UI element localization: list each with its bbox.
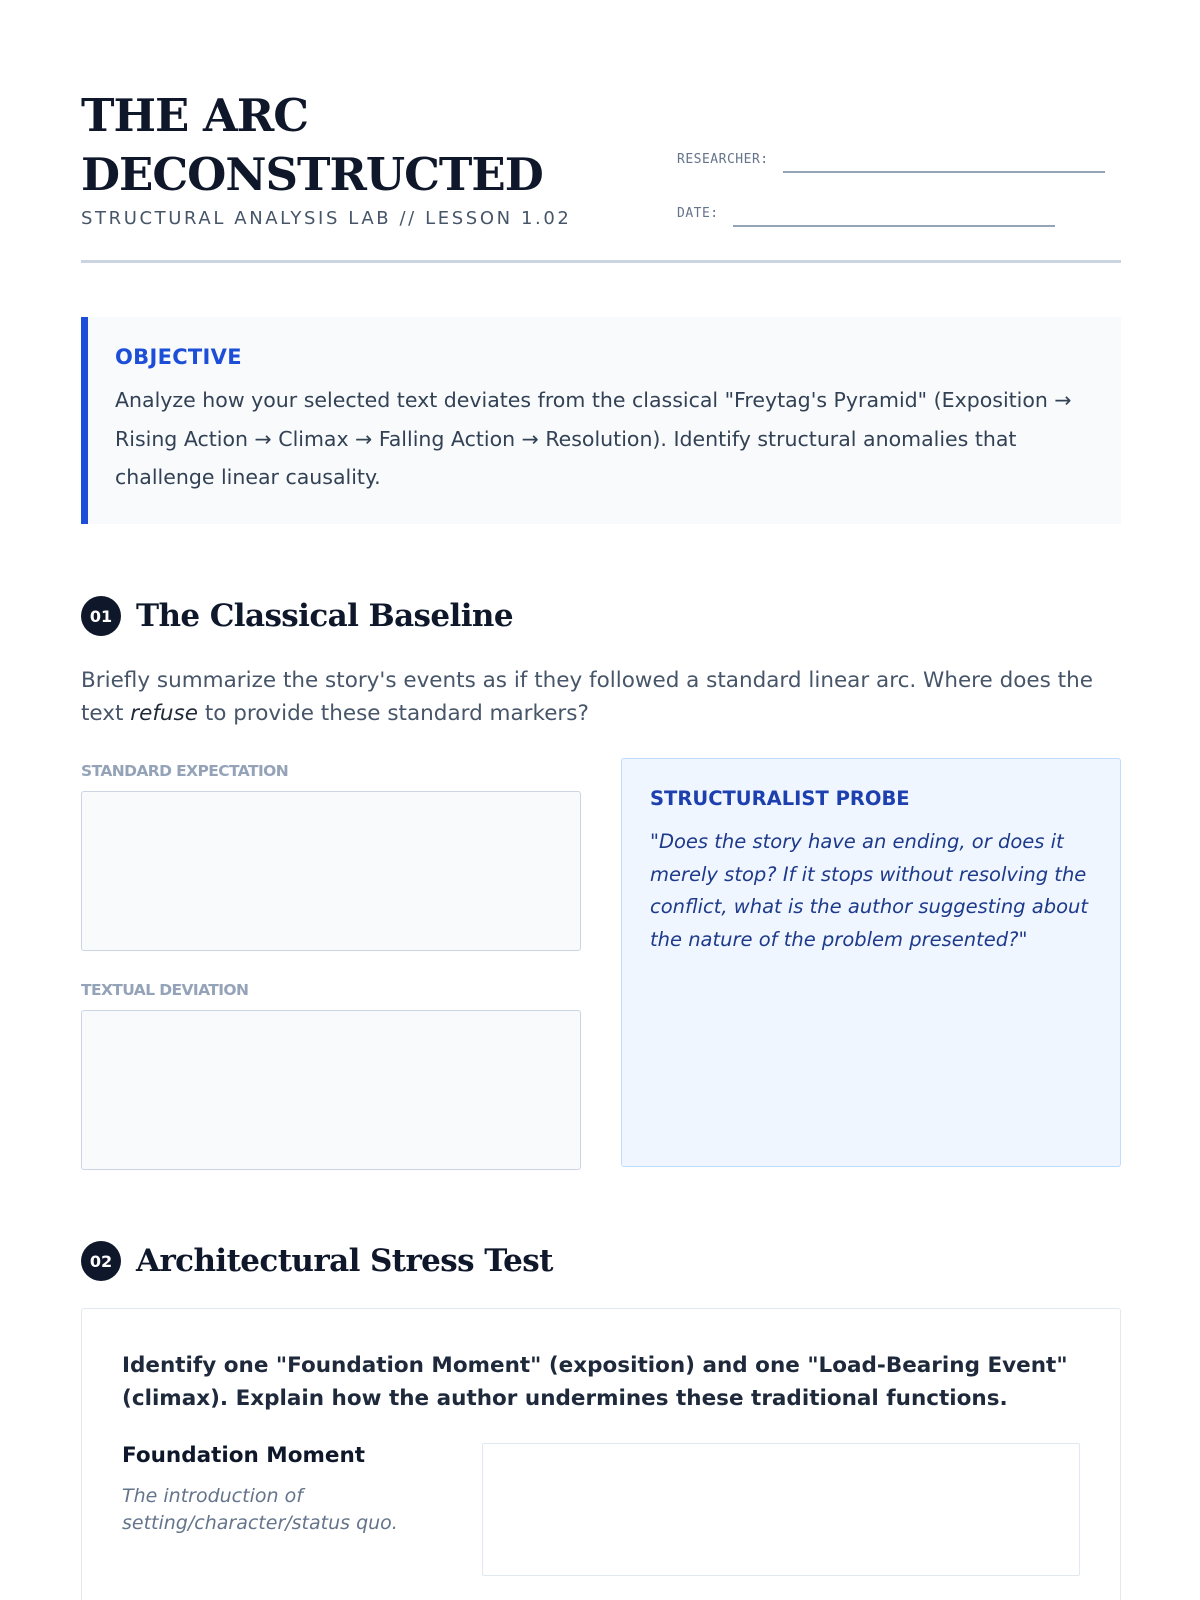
- section-number-badge: 01: [81, 596, 121, 636]
- researcher-label: RESEARCHER:: [677, 152, 769, 167]
- stress-test-panel: [81, 1308, 1121, 1600]
- page-title: [81, 86, 1121, 204]
- probe-text: "Does the story have an ending, or does it merely stop? If it stops without resolving the conflict, what is the author suggesting about the nature of the problem presented?": [650, 830, 1089, 951]
- section-2-header: [81, 1241, 553, 1281]
- foundation-moment-description: The introduction of setting/character/status quo.: [122, 1485, 398, 1534]
- foundation-moment-field[interactable]: [482, 1443, 1080, 1576]
- page-subtitle: STRUCTURAL ANALYSIS LAB // LESSON 1.02: [81, 208, 572, 229]
- objective-text: Analyze how your selected text deviates from the classical "Freytag's Pyramid" (Exposition → Rising Action → Climax → Falling Action → Resolution). Identify structural anomalies that challenge linear causality.: [115, 388, 1072, 489]
- objective-label: OBJECTIVE: [115, 345, 242, 369]
- textual-deviation-field[interactable]: [81, 1010, 581, 1170]
- page-header: [81, 86, 1121, 263]
- intro-emphasis: refuse: [130, 701, 198, 726]
- date-label: DATE:: [677, 206, 719, 221]
- intro-text-end: to provide these standard markers?: [197, 701, 589, 726]
- section-2-title: Architectural Stress Test: [136, 1243, 553, 1279]
- objective-panel: [81, 317, 1121, 524]
- section-number-badge: 02: [81, 1241, 121, 1281]
- title-line-2: DECONSTRUCTED: [81, 148, 543, 201]
- standard-expectation-field[interactable]: [81, 791, 581, 951]
- date-row: [677, 206, 1055, 221]
- probe-label: STRUCTURALIST PROBE: [650, 787, 910, 810]
- standard-expectation-label: STANDARD EXPECTATION: [81, 762, 289, 780]
- date-field[interactable]: [733, 225, 1055, 227]
- researcher-row: [677, 152, 1105, 167]
- foundation-moment-title: Foundation Moment: [122, 1443, 366, 1468]
- stress-test-prompt: Identify one "Foundation Moment" (exposition) and one "Load-Bearing Event" (climax). Explain how the author undermines these traditional functions.: [122, 1353, 1068, 1411]
- section-1-title: The Classical Baseline: [136, 598, 513, 634]
- title-line-1: THE ARC: [81, 89, 309, 142]
- textual-deviation-label: TEXTUAL DEVIATION: [81, 981, 249, 999]
- section-1-header: [81, 596, 513, 636]
- structuralist-probe-panel: [621, 758, 1121, 1167]
- section-1-intro: [81, 664, 1121, 730]
- intro-text-start: Briefly summarize the story's events as if they followed a standard linear arc. Where does the text: [81, 668, 1093, 726]
- researcher-field[interactable]: [783, 171, 1105, 173]
